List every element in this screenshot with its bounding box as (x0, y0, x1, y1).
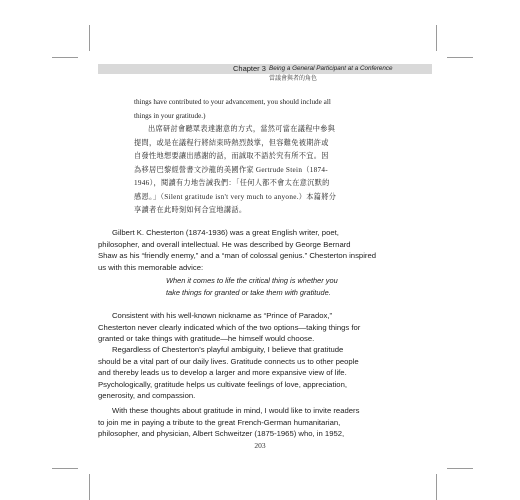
text-line: things have contributed to your advancement, you should include all (134, 98, 331, 106)
quote-line: take things for granted or take them with gratitude. (166, 287, 331, 297)
text-line: to join me in paying a tribute to the great French-German humanitarian, (98, 417, 341, 427)
paragraph-gratitude (98, 344, 420, 402)
text-line: 提問，或是在議程行將結束時熱烈鼓掌，但容難免被期許或 (134, 138, 329, 147)
crop-mark (436, 25, 437, 51)
crop-mark (89, 25, 90, 51)
page-number: 203 (254, 441, 266, 450)
text-line: 出席研討會聽眾表達謝意的方式，當然可當在議程中參與 (148, 125, 336, 133)
text-line: With these thoughts about gratitude in mind, I would like to invite readers (112, 406, 360, 415)
text-line: 為移居巴黎經營書文沙龍的美國作家 Gertrude Stein（1874- (134, 165, 328, 174)
block-quote (166, 275, 386, 298)
text-line: 享讀者在此時刻如何合宜地講話。 (134, 206, 247, 214)
text-line: 感恩。」（Silent gratitude isn't very much to anyone.）本篇將分 (134, 192, 337, 201)
crop-mark (447, 57, 473, 58)
paragraph-schweitzer (98, 405, 420, 440)
crop-mark (89, 474, 90, 500)
text-line: Consistent with his well-known nickname as “Prince of Paradox,” (112, 311, 333, 320)
text-line: Psychologically, gratitude helps us cultivate feelings of love, appreciation, (98, 379, 347, 389)
text-line: Gilbert K. Chesterton (1874-1936) was a great English writer, poet, (112, 228, 339, 237)
text-line: philosopher, and overall intellectual. He was described by George Bernard (98, 239, 351, 249)
crop-mark (52, 57, 78, 58)
text-line: Regardless of Chesterton’s playful ambiguity, I believe that gratitude (112, 345, 344, 354)
quote-line: When it comes to life the critical thing is whether you (166, 276, 338, 285)
chapter-label: Chapter 3 (233, 64, 266, 73)
paragraph-paradox (98, 310, 420, 345)
text-line: things in your gratitude.) (134, 111, 206, 120)
text-line: Shaw as his “friendly enemy,” and a “man of colossal genius.” Chesterton inspired (98, 251, 377, 260)
text-line: generosity, and compassion. (98, 391, 196, 400)
paragraph-chesterton (98, 227, 420, 273)
text-line: 自發性地想要讓出感謝的話，而誠取不語於究有所不宜。因 (134, 152, 329, 160)
text-line: granted or take things with gratitude—he himself would choose. (98, 334, 315, 343)
bilingual-passage (134, 96, 406, 218)
crop-mark (447, 468, 473, 469)
chapter-title-chinese: 當議會與者的角色 (269, 76, 318, 82)
text-line: us with this memorable advice: (98, 262, 204, 272)
text-line: Chesterton never clearly indicated which of the two options—taking things for (98, 322, 361, 332)
text-line: 1946），閱讀有力地告誡我們：「任何人都不會太在意沉默的 (134, 179, 330, 187)
crop-mark (52, 468, 78, 469)
text-line: should be a vital part of our daily lives. Gratitude connects us to other people (98, 356, 359, 366)
text-line: and thereby leads us to develop a larger and more expansive view of life. (98, 368, 347, 377)
text-line: philosopher, and physician, Albert Schweitzer (1875-1965) who, in 1952, (98, 429, 345, 438)
chapter-title: Being a General Participant at a Conference (269, 65, 393, 72)
crop-mark (436, 474, 437, 500)
